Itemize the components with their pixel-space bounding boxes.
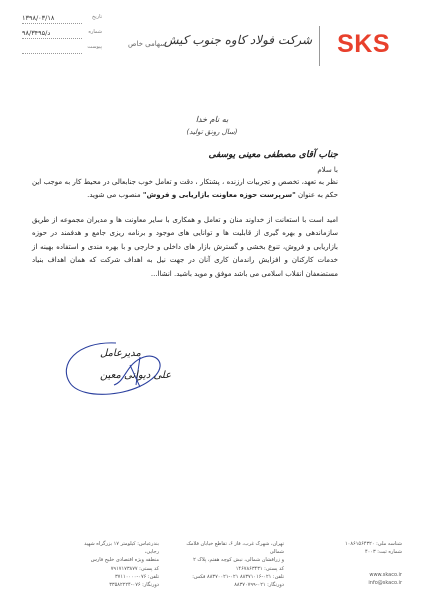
registration-number: شماره ثبت: ۴۰۰۳ bbox=[364, 549, 402, 556]
signatory-name: علی دیوانی معین bbox=[100, 370, 172, 381]
tehran-fax: دورنگار: ۰۲۱-۸۸۳۷۰۷۹۹ bbox=[234, 582, 284, 589]
tehran-phone: تلفن: ۰۲۱-۸۸۳۷۱۰۱۶ ۰۲۱-۸۸۳۷۰۰۲۱ فکس: bbox=[192, 573, 284, 580]
year-motto: (سال رونق تولید) bbox=[186, 128, 238, 136]
recipient: جناب آقای مصطفی معینی یوسفی bbox=[208, 150, 338, 160]
national-id: شناسه ملی: ۱۰۸۶۱۵۶۴۳۲۰ bbox=[344, 541, 402, 547]
divider bbox=[22, 23, 82, 24]
appointment-text-end: منصوب می شوید. bbox=[87, 191, 143, 200]
footer-ids bbox=[307, 540, 402, 556]
signatory-title: مدیرعامل bbox=[100, 348, 141, 359]
email-link[interactable]: info@skaco.ir bbox=[368, 580, 402, 586]
bandar-phone: تلفن: ۰۷۶-۳۷۱۱۰۰۰۰ bbox=[114, 573, 159, 580]
tehran-address-line1: تهران، شهرک غرب، فاز ۶، تقاطع خیابان فلامک شمالی bbox=[186, 541, 284, 556]
company-name: شرکت فولاد کاوه جنوب کیش bbox=[163, 33, 312, 47]
appointment-text: نظر به تعهد، تخصص و تجربیات ارزنده ، پشتکار ، دقت و تعامل خوب جنابعالی در محیط کار به موجب این حکم به عنوان bbox=[32, 178, 338, 200]
salutation: با سلام bbox=[317, 166, 338, 174]
sks-logo: SKS bbox=[337, 30, 390, 58]
attachment-label: پیوست bbox=[87, 44, 102, 50]
divider bbox=[22, 38, 82, 39]
website-link[interactable]: www.skaco.ir bbox=[369, 572, 402, 578]
bandar-postal-code: کد پستی: ۷۹۱۷۱۷۳۸۷۷ bbox=[110, 565, 159, 572]
paragraph-wishes: امید است با استعانت از خداوند منان و تعامل و همکاری با سایر معاونت ها و مدیران مجموعه از طریق سازماندهی و بهره گیری از قابلیت ها و توانایی های موجود و برنامه ریزی جامع و هدفمند در حوزه بازاریابی و فروش، تنوع بخشی و گسترش بازار های داخلی و خارجی و با بهره مندی و استفاده بهینه از خدمات کارکنان و افزایش راندمان کاری آنان در جهت نیل به اهداف شرکت که همان اهداف بنیاد مستضعفان انقلاب اسلامی می باشد موفق و موید باشید. انشاا... bbox=[32, 216, 338, 278]
bandar-address-line1: بندرعباس: کیلومتر ۱۷ بزرگراه شهید رجایی، bbox=[84, 541, 159, 556]
footer-tehran-address bbox=[184, 540, 284, 589]
paragraph-appointment bbox=[32, 176, 338, 203]
footer-web bbox=[368, 571, 402, 587]
divider bbox=[22, 53, 82, 54]
bismillah: به نام خدا bbox=[195, 115, 229, 124]
date-label: تاریخ bbox=[92, 14, 102, 20]
date-value: ۱۳۹۸/۰۳/۱۸ bbox=[22, 14, 55, 22]
bandar-fax: دورنگار: ۰۷۶-۳۳۵۸۲۲۲۴ bbox=[109, 582, 159, 589]
tehran-postal-code: کد پستی: ۱۴۶۷۸۶۳۴۳۱ bbox=[235, 565, 284, 572]
bandar-address-line2: منطقه ویژه اقتصادی خلیج فارس bbox=[90, 557, 159, 564]
number-label: شماره bbox=[88, 29, 102, 35]
company-mark: سهامی خاص bbox=[128, 40, 166, 48]
footer-bandarabbas-address bbox=[74, 540, 159, 589]
logo-divider bbox=[319, 26, 320, 66]
tehran-address-line2: و زرافشان شمالی، نبش کوچه هفتم، پلاک ۲ bbox=[193, 557, 284, 564]
position-title: "سرپرست حوزه معاونت بازاریابی و فروش" bbox=[142, 191, 296, 200]
number-value: ۹۸/د/۳۴۹۵ bbox=[22, 29, 51, 37]
